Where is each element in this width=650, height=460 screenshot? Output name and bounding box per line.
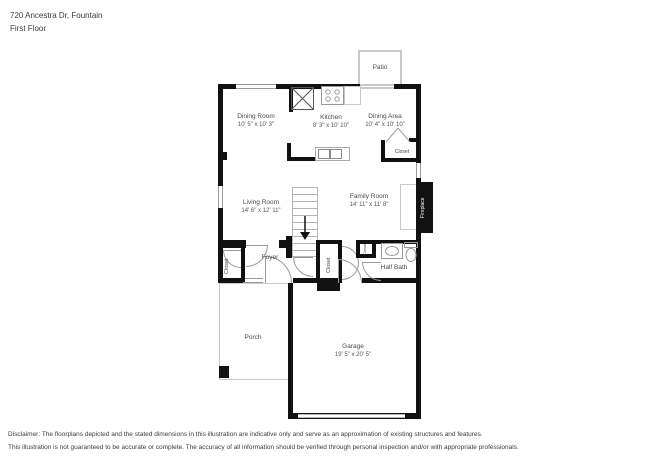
window-family-room — [416, 163, 421, 178]
room-name: Dining Room — [237, 113, 275, 120]
living-room-label — [221, 198, 301, 216]
door-arc-stairs — [293, 257, 313, 277]
wall-closet-foyer-right — [241, 248, 245, 282]
room-dims: 8' 3" x 10' 10" — [312, 123, 350, 129]
dining-room-label — [216, 112, 296, 130]
closet-dining-label — [385, 148, 419, 157]
toilet-icon — [404, 242, 419, 263]
garage-overhead-door — [298, 414, 405, 418]
pantry-icon — [291, 87, 314, 110]
porch-label — [219, 333, 287, 342]
room-name: Closet — [394, 149, 410, 155]
wall-closet-dining-stub — [409, 138, 421, 142]
room-name: Foyer — [261, 254, 279, 261]
room-dims: 10' 4" x 10' 10" — [365, 122, 405, 128]
porch-steps — [219, 366, 229, 378]
bifold-door-icon — [386, 128, 410, 142]
room-name: Half Bath — [380, 264, 408, 271]
disclaimer-line1: Disclaimer: The floorplans depicted and the stated dimensions in this illustration are indicative only and serve as an approximation of existing structures and features. — [8, 431, 483, 438]
closet-foyer-label: Closet — [224, 258, 230, 274]
sink-icon — [318, 149, 342, 159]
room-name: Porch — [244, 334, 262, 341]
counter-top — [344, 86, 361, 105]
garage-label — [313, 342, 393, 360]
garage-step-notch — [317, 283, 340, 291]
wall-closet-dining-bottom — [381, 158, 421, 162]
wall-garage-left — [288, 283, 293, 418]
room-name: Garage — [342, 343, 364, 350]
floor-title: First Floor — [10, 24, 46, 33]
room-dims: 14' 11" x 11' 8" — [349, 202, 389, 208]
sink-basin-icon — [384, 245, 400, 257]
stove-burners-icon — [321, 86, 344, 105]
closet-hall-label: Closet — [326, 257, 332, 273]
stairs-down-arrow — [298, 216, 312, 240]
fireplace-label: Fireplace — [420, 197, 426, 218]
disclaimer-line2: This illustration is not guaranteed to be accurate or complete. The accuracy of all information should be verified through personal inspection and/or with appropriate professionals. — [8, 444, 519, 451]
dining-area-label — [345, 112, 425, 130]
room-name: Dining Area — [368, 113, 402, 120]
room-dims: 19' 5" x 20' 5" — [334, 352, 372, 358]
room-name: Living Room — [242, 199, 280, 206]
room-name: Patio — [372, 64, 388, 71]
room-name: Family Room — [349, 193, 389, 200]
foyer-label — [250, 253, 290, 262]
window-foyer-sidelight — [243, 278, 263, 283]
window-dining-room — [236, 84, 276, 89]
wall-foyer-top-b — [279, 240, 292, 248]
closet-bath-label: Closet — [362, 243, 367, 255]
wall-closet-hall-left — [316, 240, 320, 283]
wall-stub-living-left — [218, 152, 227, 160]
family-room-label — [329, 192, 409, 210]
patio-label — [358, 63, 402, 72]
porch-outline — [219, 283, 289, 380]
patio-sliding-door — [360, 84, 394, 89]
room-dims: 14' 6" x 12' 11" — [241, 208, 281, 214]
half-bath-label — [366, 263, 422, 272]
wall-foyer-top-a — [218, 240, 246, 248]
address-title: 720 Ancestra Dr, Fountain — [10, 11, 103, 20]
room-dims: 10' 5" x 10' 3" — [237, 122, 275, 128]
room-name: Kitchen — [320, 114, 342, 121]
